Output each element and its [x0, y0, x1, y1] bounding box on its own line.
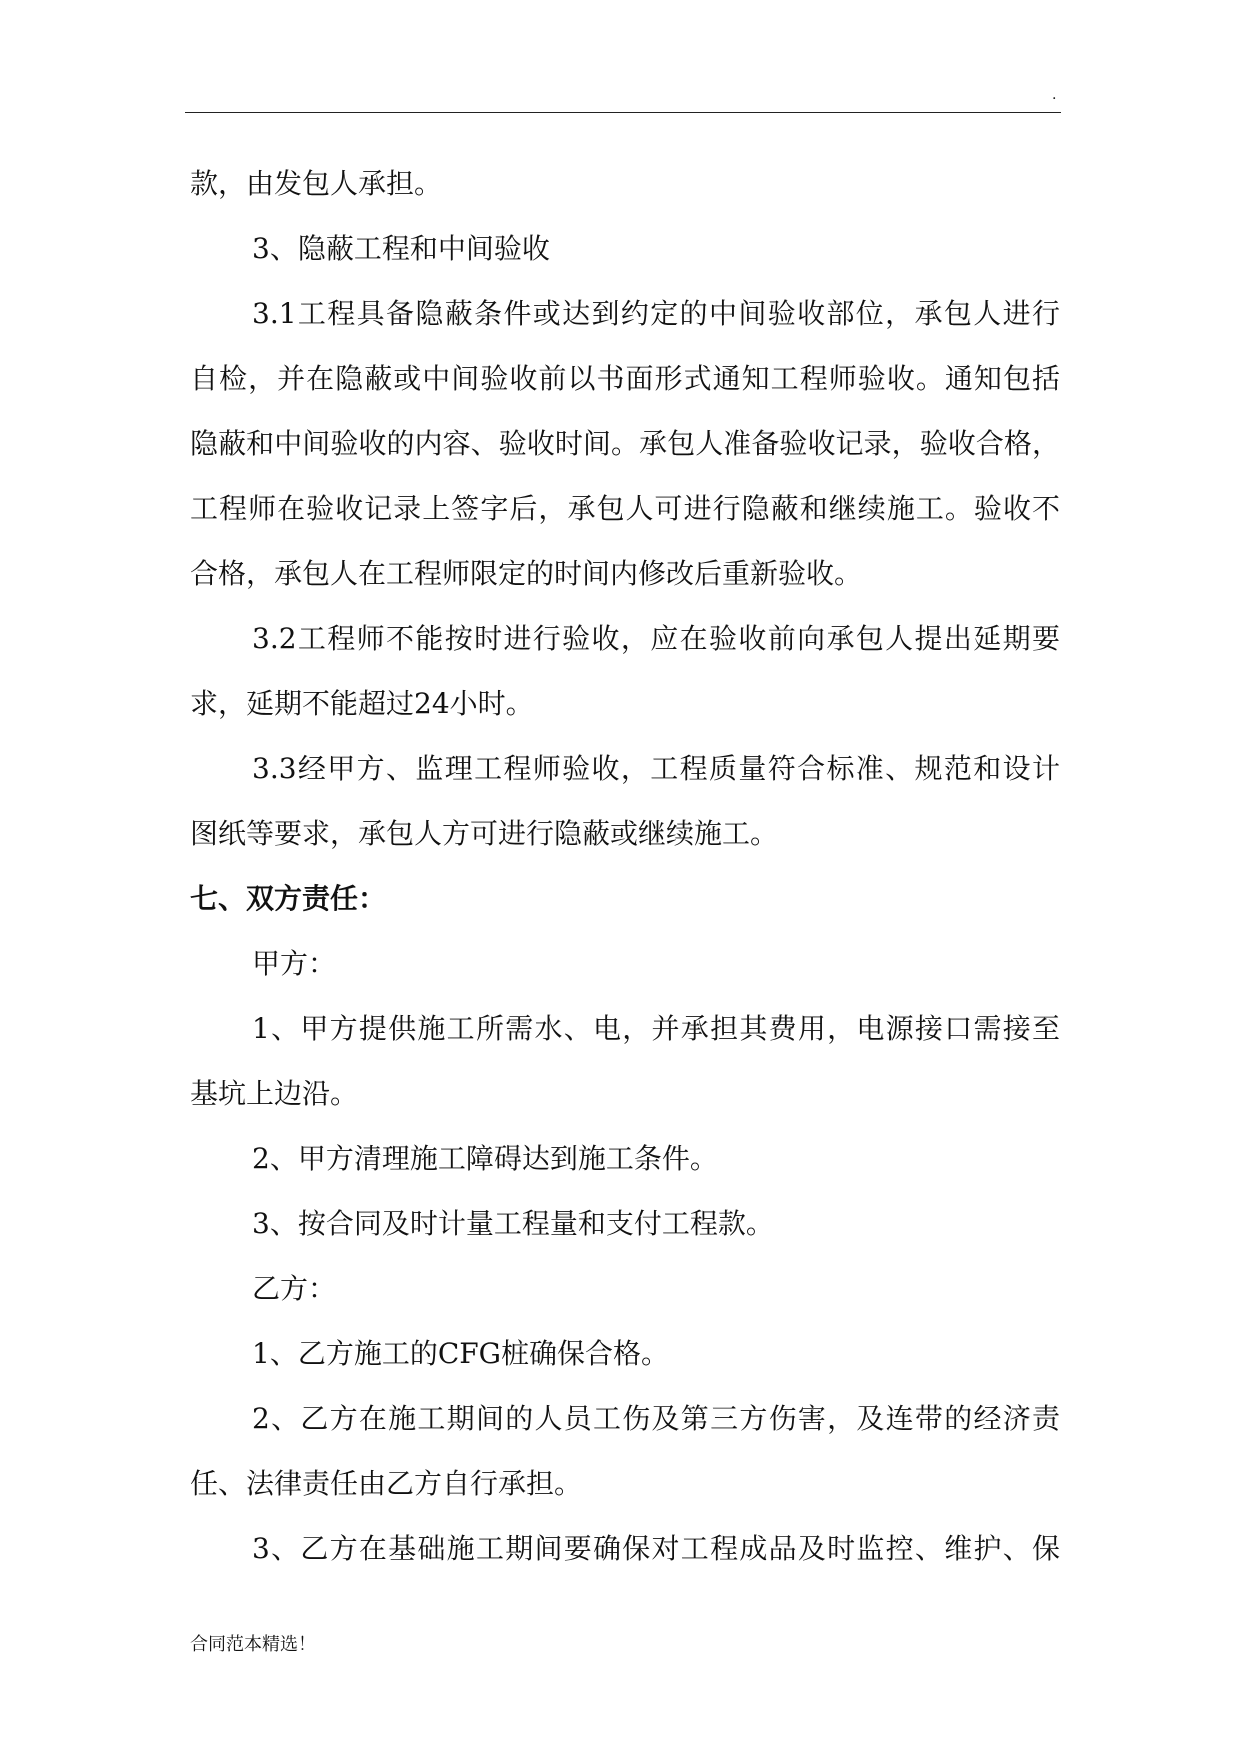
body-line: 3.2工程师不能按时进行验收，应在验收前向承包人提出延期要 — [252, 622, 1060, 655]
body-line: 基坑上边沿。 — [190, 1077, 359, 1110]
header-mark: . — [1052, 87, 1057, 103]
footer-text: 合同范本精选！ — [190, 1634, 316, 1655]
body-line: 款，由发包人承担。 — [190, 167, 443, 200]
section-heading: 3、隐蔽工程和中间验收 — [252, 232, 550, 265]
party-label: 乙方： — [252, 1272, 337, 1305]
party-label: 甲方： — [252, 947, 337, 980]
body-line: 求，延期不能超过24小时。 — [190, 687, 534, 720]
body-line: 合格，承包人在工程师限定的时间内修改后重新验收。 — [190, 557, 863, 590]
body-line: 2、乙方在施工期间的人员工伤及第三方伤害，及连带的经济责 — [252, 1402, 1060, 1435]
body-line: 自检，并在隐蔽或中间验收前以书面形式通知工程师验收。通知包括 — [190, 362, 1060, 395]
body-line: 1、乙方施工的CFG桩确保合格。 — [252, 1337, 670, 1370]
body-line: 3.3经甲方、监理工程师验收，工程质量符合标准、规范和设计 — [252, 752, 1060, 785]
body-line: 2、甲方清理施工障碍达到施工条件。 — [252, 1142, 718, 1175]
header-rule — [185, 112, 1061, 113]
body-line: 工程师在验收记录上签字后，承包人可进行隐蔽和继续施工。验收不 — [190, 492, 1060, 525]
body-line: 3、按合同及时计量工程量和支付工程款。 — [252, 1207, 774, 1240]
body-line: 任、法律责任由乙方自行承担。 — [190, 1467, 583, 1500]
chapter-heading: 七、双方责任： — [190, 882, 387, 915]
body-line: 隐蔽和中间验收的内容、验收时间。承包人准备验收记录，验收合格， — [190, 427, 1060, 460]
body-line: 图纸等要求，承包人方可进行隐蔽或继续施工。 — [190, 817, 779, 850]
body-line: 3、乙方在基础施工期间要确保对工程成品及时监控、维护、保 — [252, 1532, 1060, 1565]
body-line: 1、甲方提供施工所需水、电，并承担其费用，电源接口需接至 — [252, 1012, 1060, 1045]
body-line: 3.1工程具备隐蔽条件或达到约定的中间验收部位，承包人进行 — [252, 297, 1060, 330]
